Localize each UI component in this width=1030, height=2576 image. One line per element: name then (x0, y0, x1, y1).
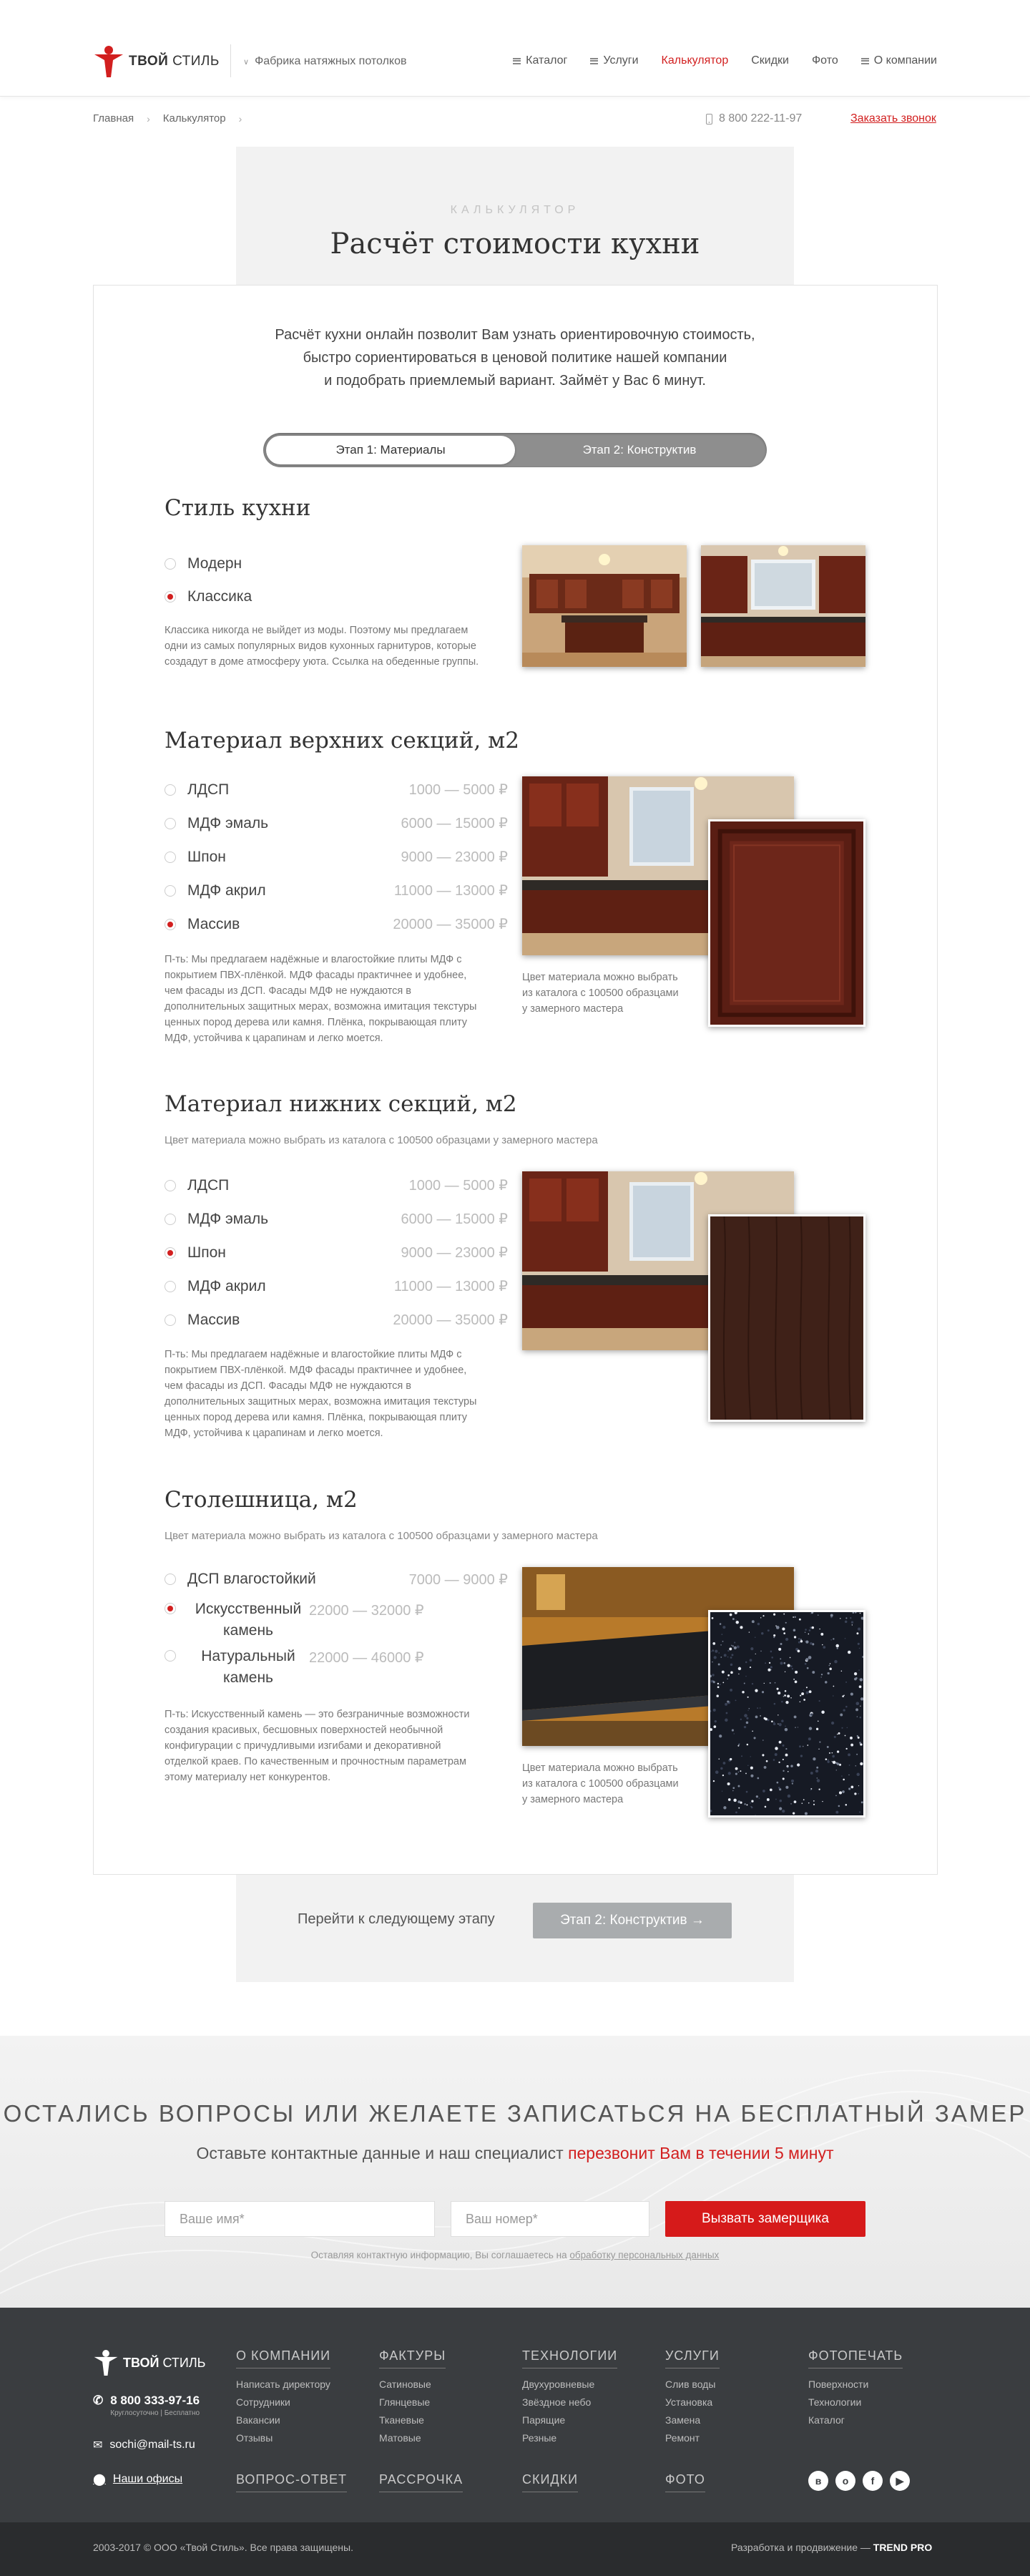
chevron-right-icon: › (238, 112, 242, 125)
footer-col-links (665, 2376, 715, 2447)
description-line: Классика никогда не выйдет из моды. Поэтому мы предлагаем (165, 625, 469, 636)
footer-email-text: sochi@mail-ts.ru (109, 2439, 195, 2451)
breadcrumb-home[interactable]: Главная (93, 112, 134, 125)
description-line: создадут в доме атмосферу уюта. Ссылка на обеденные группы. (165, 656, 479, 668)
footer-col-title[interactable]: О КОМПАНИИ (236, 2348, 330, 2368)
radio-upper-mdf-enamel[interactable] (165, 806, 508, 840)
radio-button-selected[interactable] (165, 919, 176, 930)
nav-catalog[interactable] (513, 54, 567, 67)
option-price: 20000 — 35000 ₽ (393, 1312, 508, 1328)
footer-link[interactable]: Матовые (379, 2432, 421, 2444)
footer-link[interactable]: Сотрудники (236, 2396, 290, 2408)
option-price: 1000 — 5000 ₽ (408, 782, 508, 798)
stage-switcher (263, 433, 767, 467)
contact-heading: ОСТАЛИСЬ ВОПРОСЫ ИЛИ ЖЕЛАЕТЕ ЗАПИСАТЬСЯ НА БЕСПЛАТНЫЙ ЗАМЕР (3, 2100, 1027, 2127)
mobile-phone-icon (706, 114, 712, 125)
logo-regular-text: СТИЛЬ (172, 54, 220, 69)
option-label: МДФ акрил (187, 1277, 266, 1294)
countertop-description (165, 1707, 508, 1785)
description-line: П-ть: Мы предлагаем надёжные и влагостойкие плиты МДФ с (165, 954, 462, 965)
description-line: МДФ, устойчива к царапинам и легко моется. (165, 1428, 383, 1439)
footer-link[interactable]: Написать директору (236, 2379, 330, 2390)
description-line: ценных пород дерева или камня. Плёнка, покрывающая плиту (165, 1017, 468, 1028)
callback-link[interactable]: Заказать звонок (850, 112, 936, 125)
option-label: Массив (187, 915, 240, 932)
lower-options (165, 1169, 508, 1337)
description-line: МДФ, устойчива к царапинам и легко моется. (165, 1033, 383, 1044)
radio-style-modern[interactable] (165, 547, 508, 580)
description-line: чем фасады из ДСП. Фасады МДФ не нуждаются в (165, 1380, 411, 1392)
option-label: Массив (187, 1311, 240, 1328)
phone-icon: ✆ (93, 2394, 104, 2407)
logo-figure-icon (93, 2348, 119, 2377)
description-line: покрытием ПВХ-плёнкой. МДФ фасады практичнее и удобнее, (165, 1365, 467, 1376)
description-line: отделкой краев. По качественным и прочностным параметрам (165, 1756, 466, 1767)
footer-col-title[interactable]: ФАКТУРЫ (379, 2348, 446, 2368)
option-price: 6000 — 15000 ₽ (401, 816, 508, 831)
option-price: 9000 — 23000 ₽ (401, 849, 508, 865)
option-price: 11000 — 13000 ₽ (393, 1279, 508, 1294)
option-price: 7000 — 9000 ₽ (408, 1571, 508, 1588)
footer-link[interactable]: Технологии (808, 2396, 862, 2408)
footer-col-links (379, 2376, 431, 2447)
header-divider (230, 44, 231, 77)
intro-line: быстро сориентироваться в ценовой политике нашей компании (303, 350, 727, 366)
description-line: дополнительных защитных мерах, возможна имитация текстуры (165, 1396, 477, 1407)
footer-col-title[interactable]: ФОТОПЕЧАТЬ (808, 2348, 903, 2368)
phone-input[interactable]: Ваш номер* (451, 2201, 649, 2237)
option-price: 6000 — 15000 ₽ (401, 1211, 508, 1227)
description-line: дополнительных защитных мерах, возможна имитация текстуры (165, 1001, 477, 1013)
radio-button[interactable] (165, 885, 176, 897)
developer-plain: Разработка и продвижение — (731, 2542, 873, 2553)
footer-offices-text: Наши офисы (112, 2473, 183, 2485)
footer-link[interactable]: Слив воды (665, 2379, 716, 2390)
radio-button-selected[interactable] (165, 1603, 176, 1614)
material-sample-veneer (708, 1214, 865, 1422)
section-title-countertop: Столешница, м2 (165, 1487, 358, 1513)
intro-text (165, 323, 865, 392)
description-line: конфигурации с причудливыми изгибами и декоративной (165, 1740, 441, 1752)
radio-lower-ldsp[interactable] (165, 1169, 508, 1202)
material-sample-stone (708, 1610, 865, 1818)
contact-subheading (0, 2144, 1030, 2163)
radio-lower-veneer[interactable] (165, 1236, 508, 1269)
caption-line: из каталога с 100500 образцами (522, 1778, 679, 1790)
radio-button[interactable] (165, 1180, 176, 1191)
section-title-lower: Материал нижних секций, м2 (165, 1091, 517, 1117)
kitchen-photo-classic[interactable] (522, 545, 687, 667)
option-label: ЛДСП (187, 781, 230, 798)
footer-installment-link[interactable]: РАССРОЧКА (379, 2472, 463, 2492)
consent-plain: Оставляя контактную информацию, Вы соглашаетесь на (310, 2250, 570, 2260)
radio-upper-mdf-acrylic[interactable] (165, 874, 508, 907)
footer-col-links (808, 2376, 868, 2429)
option-label: МДФ эмаль (187, 1210, 269, 1227)
logo-bold-text: ТВОЙ (123, 2355, 160, 2370)
option-label: Натуральный камень (201, 1648, 295, 1686)
radio-button[interactable] (165, 1650, 176, 1662)
radio-countertop-natural-stone[interactable] (165, 1643, 508, 1692)
footer-col-title[interactable]: УСЛУГИ (665, 2348, 720, 2368)
copyright-text: 2003-2017 © ООО «Твой Стиль». Все права защищены. (93, 2542, 353, 2553)
radio-style-classic[interactable] (165, 580, 508, 613)
logo-bold-text: ТВОЙ (129, 54, 169, 69)
page-title: Расчёт стоимости кухни (330, 228, 700, 260)
footer-phone-number: 8 800 333-97-16 (110, 2394, 200, 2407)
contact-section (0, 2036, 1030, 2308)
footer-link[interactable]: Звёздное небо (522, 2396, 592, 2408)
contact-sub-plain: Оставьте контактные данные и наш специалист (196, 2144, 569, 2162)
radio-upper-veneer[interactable] (165, 840, 508, 874)
footer-link[interactable]: Парящие (522, 2414, 566, 2426)
footer-offices-link[interactable] (93, 2472, 182, 2487)
footer-link[interactable]: Каталог (808, 2414, 845, 2426)
breadcrumb-current[interactable]: Калькулятор (162, 112, 226, 125)
developer-name: TREND PRO (873, 2542, 933, 2553)
footer-link[interactable]: Сатиновые (379, 2379, 431, 2390)
list-icon (513, 58, 521, 64)
header-phone[interactable] (706, 112, 802, 125)
footer-col-links (236, 2376, 330, 2447)
contact-sub-accent: перезвонит Вам в течении 5 минут (568, 2144, 834, 2162)
vk-icon[interactable]: в (808, 2471, 828, 2491)
caption-line: у замерного мастера (522, 1794, 624, 1805)
header-phone-number: 8 800 222-11-97 (719, 112, 803, 125)
upper-options (165, 773, 508, 941)
nav-services[interactable] (590, 54, 638, 67)
logo-figure-icon (93, 44, 124, 79)
footer-link[interactable]: Отзывы (236, 2432, 273, 2444)
nav-label: Калькулятор (661, 54, 729, 67)
description-line: П-ть: Искусственный камень — это безграничные возможности (165, 1709, 470, 1720)
option-label: Искусственный камень (195, 1601, 302, 1639)
developer-credit[interactable] (731, 2542, 932, 2553)
radio-button[interactable] (165, 1314, 176, 1326)
footer-link[interactable]: Замена (665, 2414, 701, 2426)
site-header (0, 0, 1030, 97)
breadcrumb (93, 112, 242, 125)
section-title-upper: Материал верхних секций, м2 (165, 728, 519, 753)
footer-phone-note: Круглосуточно | Бесплатно (110, 2409, 200, 2417)
logo-regular-text: СТИЛЬ (162, 2355, 206, 2370)
next-stage-button[interactable]: Этап 2: Конструктив → (533, 1903, 732, 1938)
radio-lower-mdf-enamel[interactable] (165, 1202, 508, 1236)
lower-description (165, 1347, 508, 1441)
nav-label: Фото (811, 54, 838, 67)
caption-line: из каталога с 100500 образцами (522, 987, 679, 999)
radio-countertop-artificial-stone[interactable] (165, 1594, 508, 1643)
footer-link[interactable]: Поверхности (808, 2379, 869, 2390)
footer-link[interactable]: Вакансии (236, 2414, 280, 2426)
nav-label: Скидки (751, 54, 789, 67)
radio-button-selected[interactable] (165, 591, 176, 602)
envelope-icon: ✉ (93, 2439, 103, 2451)
footer-photo-link[interactable]: ФОТО (665, 2472, 705, 2492)
facebook-icon[interactable]: f (863, 2471, 883, 2491)
nav-about[interactable] (861, 54, 937, 67)
footer-col-title[interactable]: ТЕХНОЛОГИИ (522, 2348, 617, 2368)
footer-link[interactable]: Глянцевые (379, 2396, 431, 2408)
nav-label: Каталог (526, 54, 568, 67)
main-nav (513, 54, 937, 67)
radio-lower-solid-wood[interactable] (165, 1303, 508, 1337)
consent-link[interactable]: обработку персональных данных (569, 2250, 720, 2260)
list-icon (861, 58, 869, 64)
radio-countertop-dsp[interactable] (165, 1564, 508, 1594)
footer-link[interactable]: Резные (522, 2432, 557, 2444)
description-line: чем фасады из ДСП. Фасады МДФ не нуждаются в (165, 985, 411, 997)
description-line: этому материалу нет конкурентов. (165, 1772, 331, 1783)
footer-logo[interactable] (93, 2348, 205, 2377)
kitchen-photo-classic-2[interactable] (701, 545, 865, 667)
footer-link[interactable]: Двухуровневые (522, 2379, 595, 2390)
footer-col-links (522, 2376, 594, 2447)
radio-button[interactable] (165, 784, 176, 796)
background-curves-decoration (0, 2036, 1030, 2308)
radio-button[interactable] (165, 852, 176, 863)
lower-subtitle: Цвет материала можно выбрать из каталога с 100500 образцами у замерного мастера (165, 1134, 598, 1146)
factory-selector[interactable] (243, 55, 407, 68)
nav-photo[interactable] (812, 54, 838, 67)
option-label: ЛДСП (187, 1176, 230, 1194)
option-label: ДСП влагостойкий (187, 1571, 316, 1587)
description-line: создания красивых, бесшовных поверхностей необычной (165, 1724, 443, 1736)
option-label: МДФ акрил (187, 882, 266, 899)
tab-stage-1[interactable]: Этап 1: Материалы (266, 436, 515, 464)
option-label: Шпон (187, 848, 226, 865)
countertop-options (165, 1564, 508, 1692)
footer-link[interactable]: Ремонт (665, 2432, 700, 2444)
countertop-subtitle: Цвет материала можно выбрать из каталога с 100500 образцами у замерного мастера (165, 1530, 598, 1542)
youtube-icon[interactable]: ▶ (890, 2471, 910, 2491)
radio-lower-mdf-acrylic[interactable] (165, 1269, 508, 1303)
section-title-style: Стиль кухни (165, 495, 311, 521)
description-line: одни из самых популярных видов кухонных гарнитуров, которые (165, 640, 476, 652)
footer-link[interactable]: Установка (665, 2396, 713, 2408)
chevron-down-icon: ∨ (243, 57, 250, 67)
caption-line: у замерного мастера (522, 1003, 624, 1015)
caption-line: Цвет материала можно выбрать (522, 972, 678, 983)
description-line: покрытием ПВХ-плёнкой. МДФ фасады практичнее и удобнее, (165, 970, 467, 981)
caption-line: Цвет материала можно выбрать (522, 1762, 678, 1774)
radio-button[interactable] (165, 558, 176, 570)
material-sample-solid-wood (708, 819, 865, 1027)
upper-caption (522, 970, 701, 1017)
name-input[interactable]: Ваше имя* (165, 2201, 435, 2237)
option-label: МДФ эмаль (187, 814, 269, 831)
option-price: 20000 — 35000 ₽ (393, 917, 508, 932)
option-price: 22000 — 32000 ₽ (309, 1603, 424, 1619)
option-price: 1000 — 5000 ₽ (408, 1178, 508, 1194)
page-kicker: КАЛЬКУЛЯТОР (450, 204, 580, 216)
style-description (165, 623, 508, 670)
radio-button[interactable] (165, 818, 176, 829)
intro-line: и подобрать приемлемый вариант. Займёт у Вас 6 минут. (324, 373, 706, 389)
option-label: Шпон (187, 1244, 226, 1261)
countertop-caption (522, 1760, 701, 1807)
nav-label: О компании (873, 54, 937, 67)
nav-label: Услуги (603, 54, 639, 67)
odnoklassniki-icon[interactable]: о (835, 2471, 855, 2491)
footer-phone[interactable] (93, 2394, 200, 2417)
option-label: Классика (187, 588, 252, 605)
style-options (165, 547, 508, 613)
radio-upper-ldsp[interactable] (165, 773, 508, 806)
option-price: 9000 — 23000 ₽ (401, 1245, 508, 1261)
description-line: ценных пород дерева или камня. Плёнка, покрывающая плиту (165, 1412, 468, 1423)
radio-upper-solid-wood[interactable] (165, 907, 508, 941)
nav-discounts[interactable] (751, 54, 789, 67)
footer-faq-link[interactable]: ВОПРОС-ОТВЕТ (236, 2472, 347, 2492)
chevron-right-icon: › (147, 112, 150, 125)
option-price: 11000 — 13000 ₽ (393, 883, 508, 899)
consent-text (0, 2250, 1030, 2260)
radio-button[interactable] (165, 1281, 176, 1292)
radio-button-selected[interactable] (165, 1247, 176, 1259)
list-icon (590, 58, 598, 64)
option-price: 22000 — 46000 ₽ (309, 1650, 424, 1666)
footer-discounts-link[interactable]: СКИДКИ (522, 2472, 578, 2492)
radio-button[interactable] (165, 1214, 176, 1225)
nav-calculator[interactable] (662, 54, 729, 67)
footer-link[interactable]: Тканевые (379, 2414, 424, 2426)
next-step-text: Перейти к следующему этапу (298, 1911, 495, 1927)
option-label: Модерн (187, 555, 242, 572)
radio-button[interactable] (165, 1574, 176, 1585)
tab-stage-2[interactable]: Этап 2: Конструктив (582, 443, 697, 457)
map-pin-icon: ⬤ (93, 2474, 106, 2486)
intro-line: Расчёт кухни онлайн позволит Вам узнать ориентировочную стоимость, (275, 327, 755, 343)
call-measurer-button[interactable]: Вызвать замерщика (665, 2201, 865, 2237)
factory-label: Фабрика натяжных потолков (255, 55, 407, 67)
brand-logo[interactable] (93, 44, 220, 79)
description-line: П-ть: Мы предлагаем надёжные и влагостойкие плиты МДФ с (165, 1349, 462, 1360)
footer-email[interactable] (93, 2438, 195, 2452)
upper-description (165, 952, 508, 1046)
